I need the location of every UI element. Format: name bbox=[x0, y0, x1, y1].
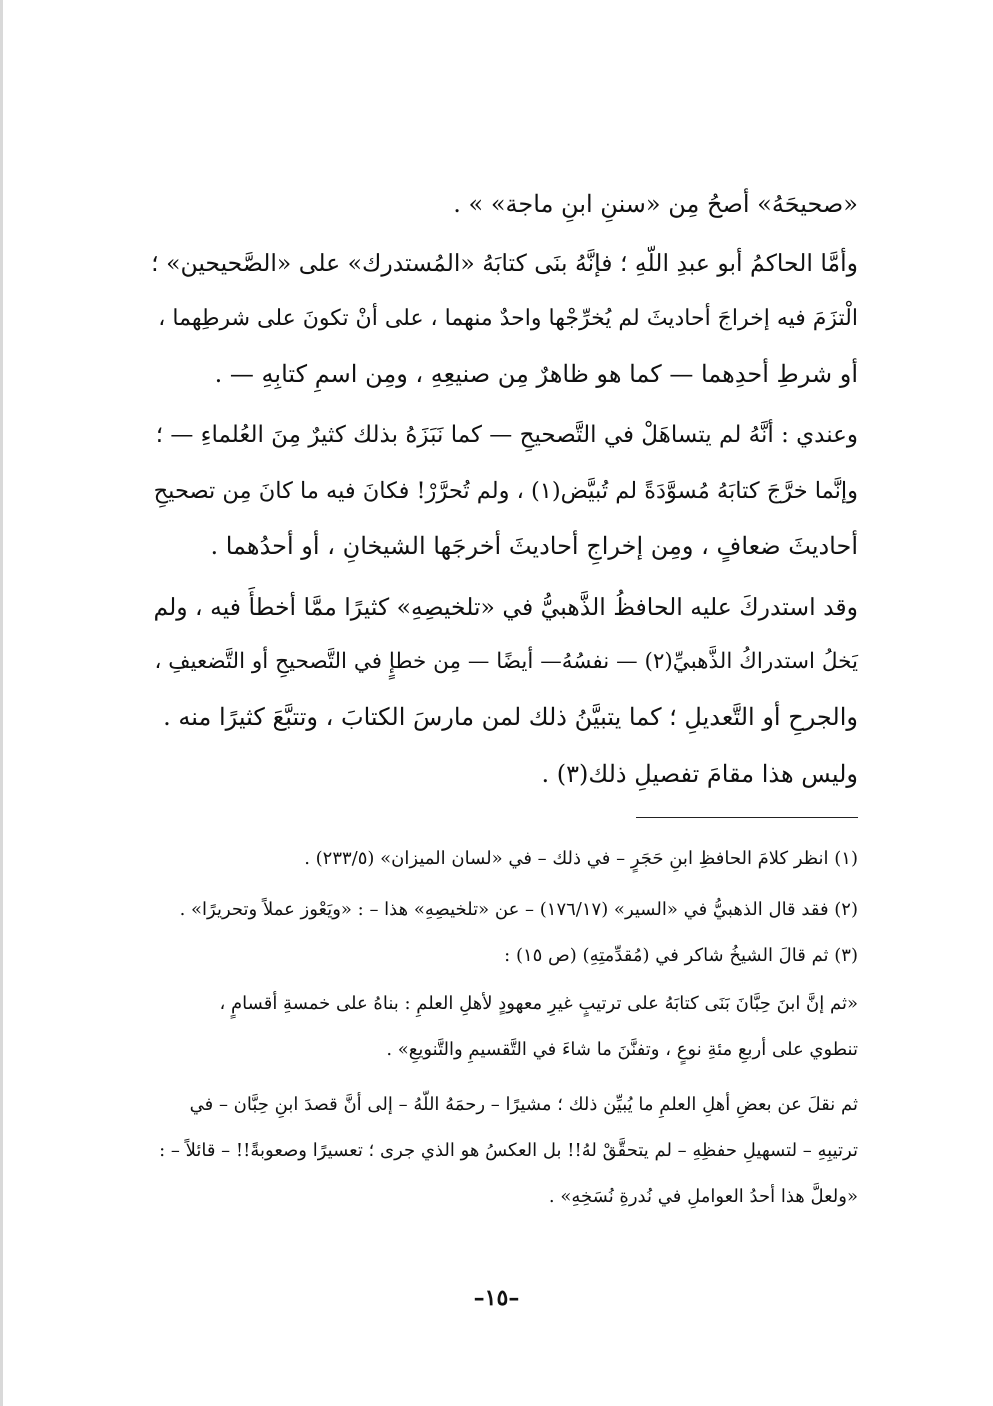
footnote-line: ترتيبِهِ – لتسهيلِ حفظِهِ – لم يتحقَّقْ لهُ!! بل العكسُ هو الذي جرى ؛ تعسيرًا وصعوبةً!! – قائلاً – : bbox=[159, 1140, 858, 1161]
body-line: وأمَّا الحاكمُ أبو عبدِ اللّهِ ؛ فإنَّهُ بنَى كتابَهُ «المُستدرك» على «الصَّحيحين» ؛ bbox=[151, 249, 858, 277]
body-line: «صحيحَهُ» أصحُ مِن «سننِ ابنِ ماجة» » . bbox=[453, 190, 858, 218]
footnote-line: «ثم إنَّ ابنَ حِبَّانَ بَنَى كتابَهُ على ترتيبٍ غيرِ معهودٍ لأهلِ العلمِ : بناهُ على خمسةِ أقسامٍ ، bbox=[219, 993, 858, 1014]
body-line: وقد استدركَ عليه الحافظُ الذَّهبيُّ في «تلخيصِهِ» كثيرًا ممَّا أخطأَ فيه ، ولم bbox=[153, 593, 858, 621]
body-line: يَخلُ استدراكُ الذَّهبيِّ(٢) — نفسُهُ— أيضًا — مِن خطإٍ في التَّصحيحِ أو التَّضعيفِ ، bbox=[154, 649, 858, 674]
body-line: أحاديثَ ضعافٍ ، ومِن إخراجِ أحاديثَ أخرجَها الشيخانِ ، أو أحدُهما . bbox=[210, 532, 858, 560]
body-line: والجرحِ أو التَّعديلِ ؛ كما يتبيَّنُ ذلك لمن مارسَ الكتابَ ، وتتبَّعَ كثيرًا منه . bbox=[163, 703, 858, 731]
body-line: وإنَّما خرَّجَ كتابَهُ مُسوَّدَةً لم تُبيَّض(١) ، ولم تُحرَّرْ! فكانَ فيه ما كانَ مِن تصحيحِ bbox=[153, 478, 858, 504]
footnote-line: تنطوي على أربعِ مئةِ نوعٍ ، وتفنَّنَ ما شاءَ في التَّقسيمِ والتَّنويعِ» . bbox=[386, 1039, 858, 1060]
footnote-line: (٣) ثم قالَ الشيخُ شاكر في (مُقدِّمتِهِ) (ص ١٥) : bbox=[504, 945, 858, 966]
footnote-separator bbox=[636, 817, 858, 818]
scan-edge bbox=[0, 0, 3, 1406]
footnote-line: ثم نقلَ عن بعضِ أهلِ العلمِ ما يُبيِّن ذلك ؛ مشيرًا – رحمَهُ اللّهُ – إلى أنَّ قصدَ ابنِ حِبَّان – في bbox=[189, 1094, 858, 1115]
footnote-line: «ولعلَّ هذا أحدُ العواملِ في نُدرةِ نُسَخِهِ» . bbox=[548, 1186, 858, 1207]
page-number: –١٥– bbox=[473, 1285, 520, 1311]
body-line: أو شرطِ أحدِهما — كما هو ظاهرٌ مِن صنيعِهِ ، ومِن اسمِ كتابِهِ — . bbox=[214, 360, 858, 388]
body-line: وعندي : أنَّهُ لم يتساهَلْ في التَّصحيحِ — كما نَبَزَهُ بذلك كثيرٌ مِنَ العُلماءِ — ؛ bbox=[155, 422, 858, 448]
footnote-line: (٢) فقد قال الذهبيُّ في «السير» (١٧٦/١٧) – عن «تلخيصِهِ» هذا – : «ويَعْوز عملاً وتحريرًا» . bbox=[179, 899, 858, 920]
footnote-line: (١) انظر كلامَ الحافظِ ابنِ حَجَرٍ – في ذلك – في «لسان الميزان» (٢٣٣/٥) . bbox=[304, 848, 858, 869]
body-line: وليس هذا مقامَ تفصيلِ ذلك(٣) . bbox=[541, 760, 858, 788]
body-line: الْتزَمَ فيه إخراجَ أحاديثَ لم يُخرِّجْها واحدٌ منهما ، على أنْ تكونَ على شرطِهما ، bbox=[158, 306, 858, 331]
